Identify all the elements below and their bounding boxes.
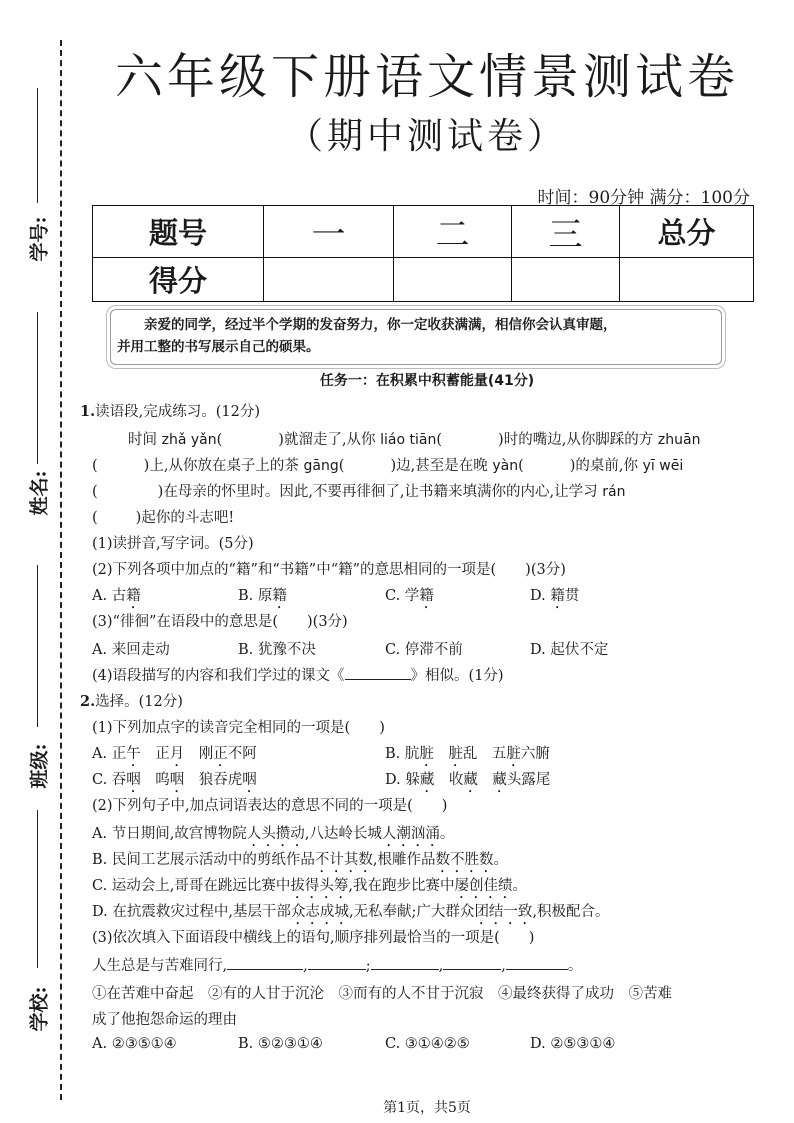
school-label: 学校: <box>28 986 51 1032</box>
t: A. 节日期间,故宫博物院 <box>92 826 247 842</box>
q1-sub2-option-d[interactable] <box>530 584 579 612</box>
text: ( <box>92 484 98 500</box>
score-cell-header: 三 <box>512 206 620 258</box>
page-subtitle: （期中测试卷） <box>286 116 567 157</box>
t: 乱 五 <box>462 746 507 762</box>
t: B. 民间工艺展示活动中的剪纸作品 <box>92 852 315 868</box>
page-footer: 第1页，共5页 <box>383 1100 471 1116</box>
dotted-char: 脏 <box>419 746 434 762</box>
score-cell-empty[interactable] <box>620 258 754 302</box>
answer-blank[interactable] <box>443 955 501 970</box>
text: ( <box>518 458 524 474</box>
score-cell-header: 一 <box>264 206 394 258</box>
option-text: B. 原 <box>238 588 273 604</box>
pinyin: zhuān <box>657 432 701 448</box>
q2-sub3-option-a[interactable]: A. ②③⑤①④ <box>92 1036 177 1052</box>
t: 不阿 <box>227 746 257 762</box>
q1-sub3: (3)“徘徊”在语段中的意思是( )(3分) <box>92 614 348 630</box>
name-label: 姓名: <box>28 470 51 516</box>
t: B. 肮 <box>385 746 420 762</box>
pinyin: yàn <box>492 458 519 474</box>
dotted-phrase: 人头攒动 <box>246 826 305 842</box>
q1-sub2-option-a[interactable] <box>92 584 141 612</box>
text: ( <box>92 510 98 526</box>
notice-box <box>110 309 722 365</box>
text: )起你的斗志吧! <box>135 510 235 526</box>
dotted-char: 藏 <box>492 772 507 788</box>
score-table-header-row <box>93 206 754 258</box>
t: , <box>438 958 444 974</box>
t <box>434 746 449 762</box>
answer-blank[interactable] <box>345 665 411 680</box>
t: A. 正 <box>92 746 127 762</box>
t: 呜 <box>155 772 170 788</box>
pinyin: zhǎ yǎn <box>161 432 217 448</box>
text: 》相似。(1分) <box>410 668 504 684</box>
text: )上,从你放在桌子上的茶 <box>143 458 304 474</box>
school-line <box>37 810 38 968</box>
time-info: 时间：90分钟 满分：100分 <box>537 188 750 208</box>
dotted-char: 藏 <box>463 772 478 788</box>
q2-sub3-option-d[interactable]: D. ②⑤③①④ <box>530 1036 616 1052</box>
q2-sub2-option-c[interactable] <box>92 874 527 902</box>
q2-sub1-option-d[interactable] <box>385 768 550 796</box>
answer-blank[interactable] <box>371 955 439 970</box>
t: ,我在跑步比赛中 <box>348 878 455 894</box>
answer-blank[interactable] <box>506 955 568 970</box>
t: 正 <box>140 746 170 762</box>
t: 。 <box>493 852 508 868</box>
q2-sub1-option-a[interactable] <box>92 742 257 770</box>
score-cell-empty[interactable] <box>394 258 512 302</box>
q2-sub1: (1)下列加点字的读音完全相同的一项是( ) <box>92 720 385 736</box>
dotted-phrase: 数不胜数 <box>435 852 494 868</box>
binding-dashed-line <box>60 40 62 1100</box>
dotted-char: 籍 <box>272 588 287 604</box>
q2-sub3-items: 成了他抱怨命运的理由 <box>92 1012 237 1028</box>
dotted-char: 籍 <box>419 588 434 604</box>
q1-passage-line <box>92 454 683 475</box>
t: 。 <box>567 958 583 974</box>
text: ( <box>92 458 98 474</box>
t: ; <box>365 958 371 974</box>
score-cell-header: 二 <box>394 206 512 258</box>
pinyin: rán <box>602 484 626 500</box>
score-row-label: 得分 <box>93 258 264 302</box>
q1-sub3-option-d[interactable]: D. 起伏不定 <box>530 642 609 658</box>
page-title: 六年级下册语文情景测试卷 <box>114 49 739 105</box>
score-cell-empty[interactable] <box>264 258 394 302</box>
t: ,积极配合。 <box>532 904 610 920</box>
q1-sub2: (2)下列各项中加点的“籍”和“书籍”中“籍”的意思相同的一项是( )(3分) <box>92 562 566 578</box>
text: )的桌前,你 <box>569 458 643 474</box>
t: D. 在抗震救灾过程中,基层干部 <box>92 904 291 920</box>
t: ,无私奉献;广大群众 <box>348 904 475 920</box>
text: (4)语段描写的内容和我们学过的课文《 <box>92 668 345 684</box>
score-cell-header: 总分 <box>620 206 754 258</box>
q1-title: 读语段,完成练习。(12分) <box>95 404 261 420</box>
dotted-char: 籍 <box>126 588 141 604</box>
option-text: 贯 <box>564 588 580 604</box>
dotted-phrase: 团结一致 <box>474 904 533 920</box>
t: C. 吞 <box>92 772 127 788</box>
text: ( <box>216 432 223 448</box>
t: ,八达岭长城 <box>304 826 382 842</box>
text: )在母亲的怀里时。因此,不要再徘徊了,让书籍来填满你的内心,让学习 <box>157 484 603 500</box>
q1-sub2-option-b[interactable] <box>238 584 287 612</box>
text: ( <box>338 458 345 474</box>
q2-sub2-option-a[interactable] <box>92 822 454 850</box>
score-cell-header: 题号 <box>93 206 264 258</box>
text: 时间 <box>128 432 162 448</box>
q2-sub1-option-b[interactable] <box>385 742 550 770</box>
q1-heading <box>80 400 260 421</box>
pinyin: liáo tiān <box>380 432 437 448</box>
pinyin: gāng <box>303 458 339 474</box>
q2-number: 2. <box>80 693 96 710</box>
dotted-char: 咽 <box>242 772 257 788</box>
t: , <box>501 958 506 974</box>
t <box>141 772 156 788</box>
q1-sub3-option-c[interactable]: C. 停滞不前 <box>385 642 463 658</box>
t: 头露尾 <box>506 772 551 788</box>
dotted-char: 正 <box>213 746 228 762</box>
pinyin: yī wēi <box>642 458 684 474</box>
t: 人生总是与苦难同行, <box>92 958 228 974</box>
q1-passage-line <box>92 506 234 527</box>
t: 狼吞虎 <box>184 772 243 788</box>
dotted-phrase: 人潮汹涌 <box>381 826 440 842</box>
q1-sub1: (1)读拼音,写字词。(5分) <box>92 536 254 552</box>
t: 。 <box>439 826 455 842</box>
text: )边,甚至是在晚 <box>390 458 493 474</box>
q2-sub1-option-c[interactable] <box>92 768 257 796</box>
t: D. 躲 <box>385 772 420 788</box>
t: 收 <box>434 772 464 788</box>
t: 六腑 <box>520 746 550 762</box>
option-text: D. <box>530 588 551 604</box>
t: 刚 <box>184 746 214 762</box>
text: )就溜走了,从你 <box>278 432 381 448</box>
dotted-char: 月 <box>169 746 185 762</box>
option-text: A. 古 <box>92 588 127 604</box>
student-id-label: 学号: <box>28 216 51 262</box>
q2-sub3-option-c[interactable]: C. ③①④②⑤ <box>385 1036 470 1052</box>
score-table <box>92 205 754 302</box>
t: 。 <box>512 878 528 894</box>
notice-line: 亲爱的同学，经过半个学期的发奋努力，你一定收获满满，相信你会认真审题， <box>144 317 617 333</box>
score-table-score-row <box>93 258 754 302</box>
answer-blank[interactable] <box>308 955 366 970</box>
q2-sub3: (3)依次填入下面语段中横线上的语句,顺序排列最恰当的一项是( ) <box>92 930 535 946</box>
option-text: C. 学 <box>385 588 420 604</box>
dotted-phrase: 不计其数 <box>314 852 373 868</box>
dotted-phrase: 众志成城 <box>290 904 349 920</box>
q1-passage-line <box>92 480 625 501</box>
task1-title: 任务一：在积累中积蓄能量(41分) <box>319 373 535 389</box>
dotted-char: 脏 <box>506 746 521 762</box>
q2-heading <box>80 690 183 711</box>
dotted-char: 午 <box>126 746 141 762</box>
q2-sub3-sentence <box>92 954 582 975</box>
dotted-char: 咽 <box>169 772 185 788</box>
dotted-char: 籍 <box>550 588 565 604</box>
dotted-char: 藏 <box>419 772 435 788</box>
q1-sub2-option-c[interactable] <box>385 584 434 612</box>
score-cell-empty[interactable] <box>512 258 620 302</box>
q2-sub3-items: ①在苦难中奋起 ②有的人甘于沉沦 ③而有的人不甘于沉寂 ④最终获得了成功 ⑤苦难 <box>92 986 672 1002</box>
q2-sub2-option-b[interactable] <box>92 848 508 876</box>
q2-sub2: (2)下列句子中,加点词语表达的意思不同的一项是( ) <box>92 798 448 814</box>
text: )时的嘴边,从你脚踩的方 <box>498 432 658 448</box>
t <box>478 772 493 788</box>
q1-number: 1. <box>80 403 96 420</box>
q2-sub3-option-b[interactable]: B. ⑤②③①④ <box>238 1036 323 1052</box>
t: ,根雕作品 <box>372 852 436 868</box>
answer-blank[interactable] <box>227 955 303 970</box>
dotted-phrase: 屡创佳绩 <box>454 878 513 894</box>
notice-line: 并用工整的书写展示自己的硕果。 <box>117 339 320 355</box>
dotted-char: 脏 <box>448 746 463 762</box>
q2-sub2-option-d[interactable] <box>92 900 610 928</box>
q1-sub3-option-a[interactable]: A. 来回走动 <box>92 642 170 658</box>
q1-passage-line <box>128 428 700 449</box>
t: , <box>303 958 308 974</box>
q1-sub3-option-b[interactable]: B. 犹豫不决 <box>238 642 316 658</box>
class-line <box>37 565 38 727</box>
q2-title: 选择。(12分) <box>95 694 183 710</box>
dotted-phrase: 拔得头筹 <box>290 878 349 894</box>
dotted-char: 咽 <box>126 772 141 788</box>
t: C. 运动会上,哥哥在跳远比赛中 <box>92 878 291 894</box>
class-label: 班级: <box>28 743 51 789</box>
text: ( <box>436 432 443 448</box>
q1-sub4 <box>92 664 504 685</box>
